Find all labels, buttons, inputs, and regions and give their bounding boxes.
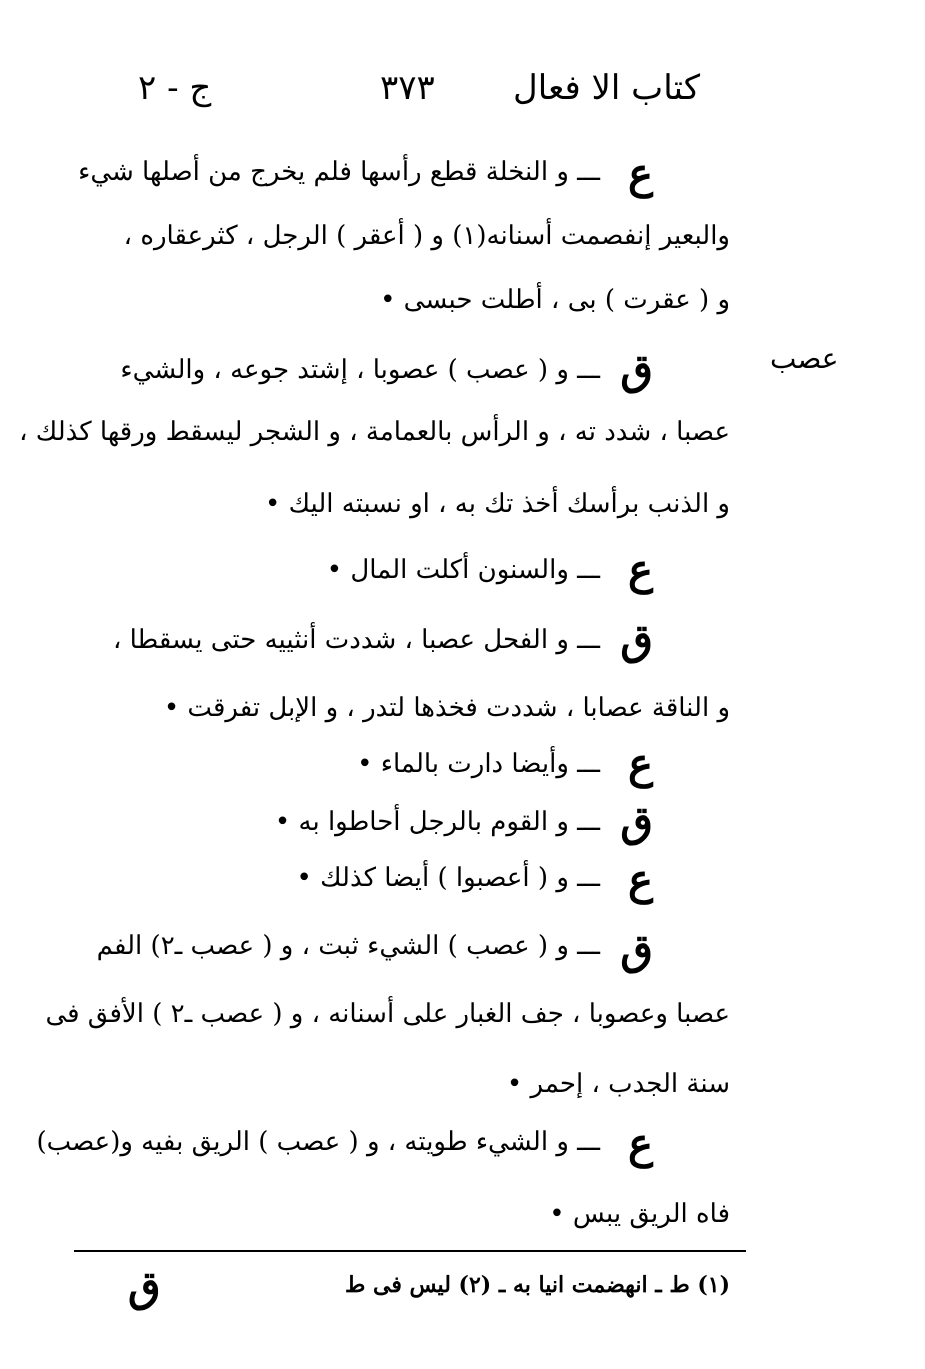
line-marker: ق: [620, 345, 653, 394]
text-line: ـــ و الفحل عصبا ، شددت أنثييه حتى يسقطا ،: [112, 625, 600, 655]
text-line: سنة الجدب ، إحمر •: [506, 1069, 730, 1099]
text-line: و الذنب برأسك أخذ تك به ، او نسبته اليك •: [264, 489, 730, 519]
text-line: و الناقة عصابا ، شددت فخذها لتدر ، و الإبل تفرقت •: [163, 693, 730, 723]
running-title: كتاب الا فعال: [513, 68, 700, 108]
text-line: ـــ و النخلة قطع رأسها فلم يخرج من أصلها شيء: [78, 157, 600, 187]
text-line: والبعير إنفصمت أسنانه(١) و ( أعقر ) الرجل ، كثرعقاره ،: [123, 221, 730, 251]
footnote-divider: [74, 1250, 746, 1252]
footnote: (١) ط ـ انهضمت انيا به ـ (٢) ليس فى ط: [344, 1272, 730, 1298]
text-line: و ( عقرت ) بى ، أطلت حبسى •: [380, 285, 730, 315]
text-line: فاه الريق يبس •: [549, 1199, 730, 1229]
text-line: ـــ و القوم بالرجل أحاطوا به •: [274, 807, 600, 837]
line-marker: ع: [627, 545, 653, 594]
line-marker: ق: [620, 925, 653, 974]
line-marker: ع: [627, 739, 653, 788]
text-line: عصبا وعصوبا ، جف الغبار على أسنانه ، و ( عصب ـ٢ ) الأفق فى: [45, 999, 730, 1029]
text-line: ـــ والسنون أكلت المال •: [326, 555, 600, 585]
text-line: ـــ وأيضا دارت بالماء •: [357, 749, 600, 779]
page-number: ٣٧٣: [380, 68, 435, 108]
text-line: ـــ و الشيء طويته ، و ( عصب ) الريق بفيه و(عصب): [36, 1127, 600, 1157]
line-marker: ق: [620, 615, 653, 664]
line-marker: ع: [627, 149, 653, 198]
text-line: ـــ و ( أعصبوا ) أيضا كذلك •: [296, 863, 600, 893]
line-marker: ع: [627, 855, 653, 904]
volume-label: ج - ٢: [138, 68, 212, 108]
line-marker: ع: [627, 1119, 653, 1168]
margin-root-word: عصب: [770, 342, 839, 375]
catchword: ق: [128, 1262, 161, 1311]
text-line: ـــ و ( عصب ) عصوبا ، إشتد جوعه ، والشيء: [120, 355, 600, 385]
text-line: ـــ و ( عصب ) الشيء ثبت ، و ( عصب ـ٢) الفم: [96, 931, 600, 961]
line-marker: ق: [620, 797, 653, 846]
text-line: عصبا ، شدد ته ، و الرأس بالعمامة ، و الشجر ليسقط ورقها كذلك ،: [19, 417, 730, 447]
